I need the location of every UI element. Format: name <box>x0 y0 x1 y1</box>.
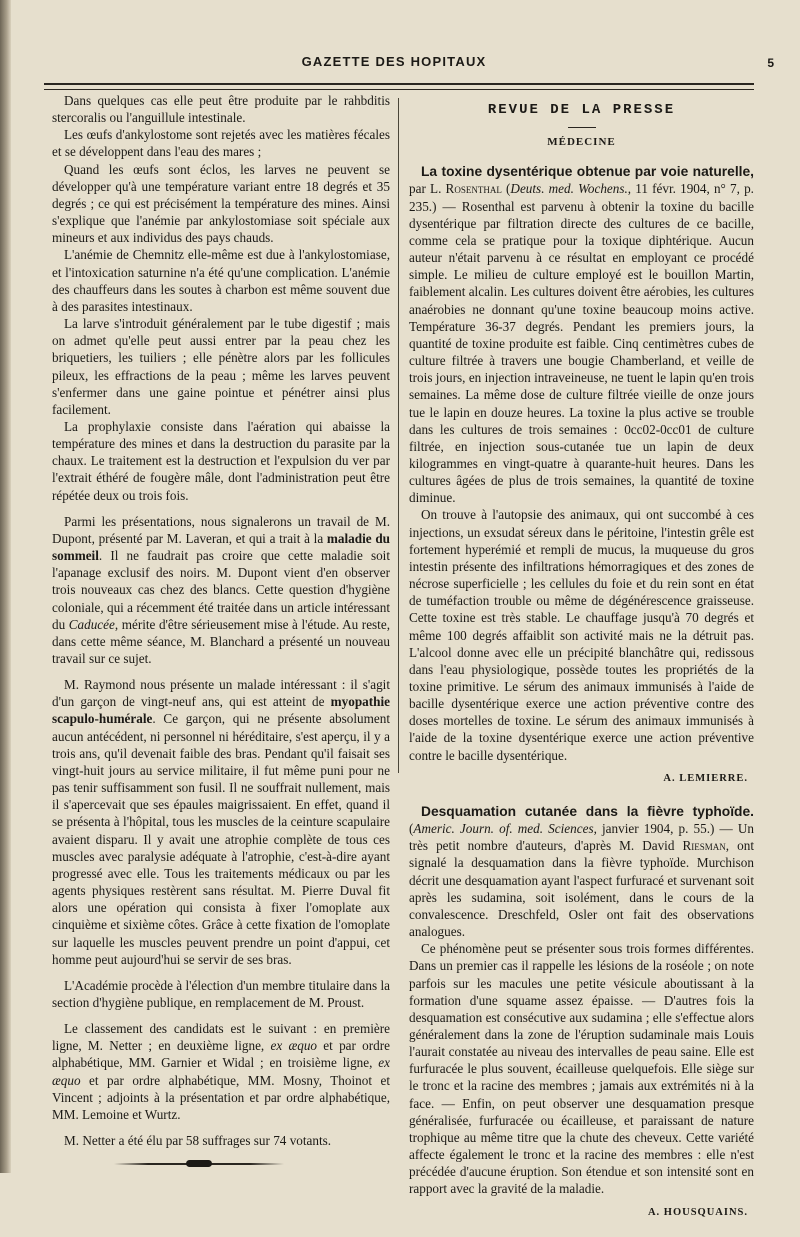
bold-term: myopathie scapulo-humérale <box>52 694 390 727</box>
author-signature: A. HOUSQUAINS. <box>647 1206 748 1218</box>
section-rule <box>568 127 596 128</box>
article-toxine: La toxine dysentérique obtenue par voie naturelle, par L. Rosenthal (Deuts. med. Wochens., 11 févr. 1904, n° 7, p. 235.) — Rosenthal est parvenu à obtenir la toxine du bacille dysentérique par filtration directe des cultures de ce bacille, comme cela se pratique pour la toxique diphtérique. Aucun auteur n'était parvenu à ce résultat en employant ce procédé simple. Le milieu de culture employé est le bouillon Martin, faiblement alcalin. Les cultures doivent être aérobies, les cultures anaérobies ne donnant qu'une toxine beaucoup moins active. Température 36-37 degrés. Pendant les premiers jours, la quantité de toxine produite est faible. Cinq centimètres cubes de culture filtrée à travers une bougie Chamberland, et veille de trois jours, en injection intraveineuse, ne tuent le lapin qu'en trois semaines. La même dose de culture filtrée vieille de onze jours tue le lapin en douze heures. La toxine la plus active se trouble dans les cultures de trois semaines : 0cc02-0cc01 de culture filtrée, en injection sous-cutanée tue un lapin de deux kilogrammes en vingt-quatre à quarante-huit heures. Dans les cultures âgées de plus de trois semaines, la quantité de toxine diminue. <box>409 164 754 506</box>
paragraph-candidates: Le classement des candidats est le suivant : en première ligne, M. Netter ; en deuxième ligne, ex æquo et par ordre alphabétique, MM. Garnier et Widal ; en troisième ligne, ex æquo et par ordre alphabétique, MM. Mosny, Thoinot et Vincent ; adjoints à la présentation et par ordre alphabétique, MM. Lemoine et Wurtz. <box>52 1021 390 1122</box>
citation: Americ. Journ. of. med. Sciences <box>413 821 594 837</box>
citation: Deuts. med. Wochens. <box>510 181 628 197</box>
header-rule-thick <box>44 83 754 85</box>
author-signature: A. LEMIERRE. <box>663 772 748 784</box>
column-divider <box>398 98 399 773</box>
article-desquamation: Desquamation cutanée dans la fièvre typhoïde. (Americ. Journ. of. med. Sciences, janvier 1904, p. 55.) — Un très petit nombre d'auteurs, d'après M. David Riesman, ont signalé la desquamation dans la fièvre typhoïde. Murchison décrit une desquamation ayant l'aspect furfuracé et survenant soit après les sudamina, soit isolément, dans le cours de la convalescence. Dreschfeld, Osler ont fait des observations analogues. <box>409 803 754 940</box>
article-title: Desquamation cutanée dans la fièvre typhoïde. <box>421 803 754 819</box>
left-column <box>52 92 390 1165</box>
subsection-title: MÉDECINE <box>547 136 616 149</box>
paragraph: Les œufs d'ankylostome sont rejetés avec les matières fécales et se développent dans l'eau des mares ; <box>52 127 390 160</box>
paragraph-sleeping-sickness: Parmi les présentations, nous signalerons un travail de M. Dupont, présenté par M. Laveran, et qui a trait à la maladie du sommeil. Il ne faudrait pas croire que cette maladie soit l'apanage exclusif des noirs. M. Dupont vient d'en observer trois nouveaux cas chez des blancs. Cette question d'hygiène coloniale, qui a récemment été traitée dans un article intéressant du Caducée, mérite d'être sérieusement mise à l'étude. Au reste, dans cette même séance, M. Blanchard a présenté un nouveau travail sur ce sujet. <box>52 513 390 666</box>
page-binding-edge <box>0 0 11 1173</box>
page-header <box>14 54 774 74</box>
header-rule-thin <box>44 89 754 90</box>
paragraph: La larve s'introduit généralement par le tube digestif ; mais on admet qu'elle peut aussi entrer par la peau chez les briquetiers, les tuiliers ; elle pénètre alors par les follicules pileux, les effractions de la peau ; même les larves peuvent s'enfermer dans une gaine pointue et pénétrer ainsi plus facilement. <box>52 316 390 417</box>
paragraph: L'anémie de Chemnitz elle-même est due à l'ankylostomiase, et l'intoxication saturnine n'a été qu'une complication. L'anémie des chauffeurs dans les soutes à charbon est même souvent due à des parasites intestinaux. <box>52 247 390 314</box>
right-column <box>409 98 754 1237</box>
paragraph: Ce phénomène peut se présenter sous trois formes différentes. Dans un premier cas il rappelle les lésions de la roséole ; on note parfois sur les macules une petite vésicule aboutissant à la formation d'une squame assez épaisse. — D'autres fois la desquamation est consécutive aux sudamina ; elle s'effectue alors généralement dans la zone de l'éruption sudaminale mais Louis l'aurait constatée au niveau des intervalles de peau saine. Elle est furfuracée le plus souvent, écailleuse quelquefois. Elle siège sur le tronc et la racine des membres ; jamais aux extrémités ni à la face. — Enfin, on peut observer une desquamation presque généralisée, furfuracée ou écailleuse, et paraissant de nature trophique au même titre que la chute des cheveux. Cette variété affecte également le tronc et la racine des membres : elle n'est précédée d'aucune éruption. Son étendue et son intensité sont en rapport avec la gravité de la maladie. <box>409 941 754 1197</box>
bold-term: maladie du sommeil <box>52 530 390 564</box>
paragraph: On trouve à l'autopsie des animaux, qui ont succombé à ces injections, un exsudat séreux dans le péritoine, l'intestin grêle est fortement hyperémié et rempli de mucus, la muqueuse du gros intestin présente des infiltrations hémorragiques et des zones de nécrose superficielle ; les cellules du foie et du rein sont en état de tuméfaction trouble ou même de dégénérescence graisseuse. Cette toxine est très stable. Le chauffage jusqu'à 70 degrés et même 100 degrés affaiblit son activité mais ne la détruit pas. L'alcool donne avec elle un précipité blanchâtre qui, redissous dans l'eau physiologique, possède toutes les propriétés de la toxine primitive. Le sérum des animaux immunisés à l'aide de bacille dysentérique exerce une action préventive contre des doses mortelles de toxine. Le sérum des animaux immunisés à l'aide de la toxine dysentérique exerce une action préventive contre le bacille dysentérique. <box>409 507 754 763</box>
article-title: La toxine dysentérique obtenue par voie naturelle, <box>421 164 754 180</box>
paragraph: La prophylaxie consiste dans l'aération qui abaisse la température des mines et dans la destruction du parasite par la chaux. Le traitement est la destruction et l'expulsion du ver par l'extrait éthéré de fougère mâle, dont l'administration peut être répétée deux ou trois fois. <box>52 418 390 503</box>
section-title: REVUE DE LA PRESSE <box>487 102 676 118</box>
end-ornament <box>114 1163 284 1165</box>
author-name: Riesman <box>682 838 726 854</box>
author-name: Rosenthal <box>445 181 502 197</box>
paragraph: Quand les œufs sont éclos, les larves ne peuvent se développer qu'à une température variant entre 18 degrés et 35 degrés ; ce qui est précisément la température des mines. Ainsi s'explique que l'anémie par ankylostomiase soit spéciale aux mineurs et aux individus des pays chauds. <box>52 161 390 246</box>
journal-title: GAZETTE DES HOPITAUX <box>301 54 487 69</box>
paragraph: Dans quelques cas elle peut être produite par le rahbditis stercoralis ou l'anguillule intestinale. <box>52 93 390 126</box>
paragraph-election: L'Académie procède à l'élection d'un membre titulaire dans la section d'hygiène publique, en remplacement de M. Proust. <box>52 977 390 1010</box>
paragraph-result: M. Netter a été élu par 58 suffrages sur 74 votants. <box>64 1133 332 1149</box>
journal-name: Caducée <box>68 616 115 632</box>
page-number: 5 <box>767 56 774 70</box>
paragraph-myopathy: M. Raymond nous présente un malade intéressant : il s'agit d'un garçon de vingt-neuf ans, qui est atteint de myopathie scapulo-humérale. Ce garçon, qui ne présente absolument aucun antécédent, ni personnel ni héréditaire, s'est aperçu, il y a trois ans, qu'il devenait faible des bras. Pendant qu'il faisait ses vingt-huit jours au service militaire, il fut même puni pour ne pas tenir suffisamment son fusil. Il ne souffrait nullement, mais il s'apercevait que ses épaules maigrissaient. En effet, quand il se présenta à l'hôpital, tous les muscles de la ceinture scapulaire avaient disparu. Il y avait une atrophie complète de tous ces muscles avec paralysie adéquate à l'atrophie, c'est-à-dire ayant progressé avec elle. Tous les traitements médicaux ou par les agents physiques restèrent sans résultat. M. Pierre Duval fit alors une opération qui consista à fixer l'omoplate aux cinquième et sixième côtes. Grâce à cette fixation de l'omoplate sur laquelle les muscles peuvent prendre un point d'appui, cet homme peut aujourd'hui se servir de ses bras. <box>52 677 390 967</box>
